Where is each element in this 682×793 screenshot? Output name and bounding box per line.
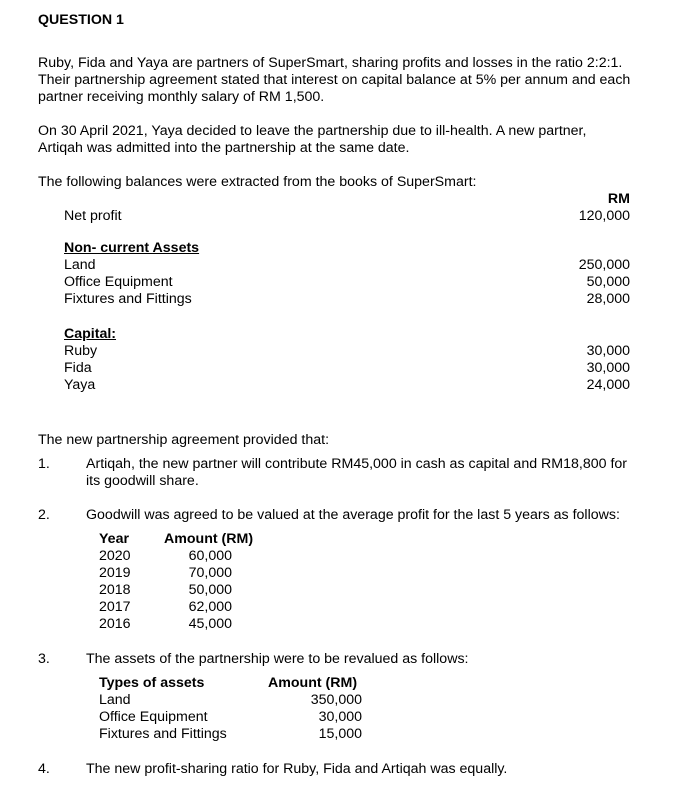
question-heading: QUESTION 1 xyxy=(38,12,124,28)
goodwill-amount: 60,000 xyxy=(188,548,232,564)
goodwill-year: 2018 xyxy=(99,582,131,598)
balances-intro: The following balances were extracted from the books of SuperSmart: xyxy=(38,174,477,190)
goodwill-amount: 70,000 xyxy=(188,565,232,581)
asset-label: Fixtures and Fittings xyxy=(64,291,192,307)
event-line-1: On 30 April 2021, Yaya decided to leave the partnership due to ill-health. A new partner, xyxy=(38,123,587,139)
net-profit-value: 120,000 xyxy=(578,208,630,224)
goodwill-amount: 50,000 xyxy=(188,582,232,598)
year-column-header: Year xyxy=(99,531,129,547)
asset-label: Land xyxy=(64,257,96,273)
revalued-asset-type: Fixtures and Fittings xyxy=(99,726,227,742)
point2-text: Goodwill was agreed to be valued at the average profit for the last 5 years as follows: xyxy=(86,507,620,523)
goodwill-amount: 62,000 xyxy=(188,599,232,615)
asset-value: 28,000 xyxy=(586,291,630,307)
net-profit-label: Net profit xyxy=(64,208,122,224)
asset-label: Office Equipment xyxy=(64,274,173,290)
capital-title: Capital: xyxy=(64,326,117,342)
event-line-2: Artiqah was admitted into the partnership at the same date. xyxy=(38,140,410,156)
intro-line-2: Their partnership agreement stated that interest on capital balance at 5% per annum and each xyxy=(38,72,631,88)
capital-label: Ruby xyxy=(64,343,98,359)
non-current-assets-title: Non- current Assets xyxy=(64,240,200,256)
point1-line-1: Artiqah, the new partner will contribute RM45,000 in cash as capital and RM18,800 for xyxy=(86,456,627,472)
agreement-intro: The new partnership agreement provided that: xyxy=(38,432,330,448)
capital-label: Fida xyxy=(64,360,92,376)
goodwill-year: 2016 xyxy=(99,616,131,632)
point-number: 4. xyxy=(38,761,50,777)
revalued-asset-amount: 350,000 xyxy=(310,692,362,708)
revalued-asset-type: Land xyxy=(99,692,131,708)
point1-line-2: its goodwill share. xyxy=(86,473,199,489)
point4-text: The new profit-sharing ratio for Ruby, Fida and Artiqah was equally. xyxy=(86,761,508,777)
revalued-asset-amount: 30,000 xyxy=(318,709,362,725)
intro-line-1: Ruby, Fida and Yaya are partners of SuperSmart, sharing profits and losses in the ratio 2:2:1. xyxy=(38,55,623,71)
goodwill-amount: 45,000 xyxy=(188,616,232,632)
capital-value: 24,000 xyxy=(586,377,630,393)
capital-value: 30,000 xyxy=(586,360,630,376)
point3-text: The assets of the partnership were to be revalued as follows: xyxy=(86,651,469,667)
intro-line-3: partner receiving monthly salary of RM 1,500. xyxy=(38,89,325,105)
asset-value: 50,000 xyxy=(586,274,630,290)
point-number: 2. xyxy=(38,507,50,523)
goodwill-year: 2019 xyxy=(99,565,131,581)
goodwill-year: 2020 xyxy=(99,548,131,564)
revalued-amount-column-header: Amount (RM) xyxy=(268,675,358,691)
goodwill-year: 2017 xyxy=(99,599,131,615)
revalued-asset-type: Office Equipment xyxy=(99,709,208,725)
capital-value: 30,000 xyxy=(586,343,630,359)
amount-column-header: Amount (RM) xyxy=(164,531,254,547)
point-number: 1. xyxy=(38,456,50,472)
point-number: 3. xyxy=(38,651,50,667)
capital-label: Yaya xyxy=(64,377,96,393)
asset-type-column-header: Types of assets xyxy=(99,675,205,691)
currency-header: RM xyxy=(607,191,630,207)
asset-value: 250,000 xyxy=(578,257,630,273)
revalued-asset-amount: 15,000 xyxy=(318,726,362,742)
